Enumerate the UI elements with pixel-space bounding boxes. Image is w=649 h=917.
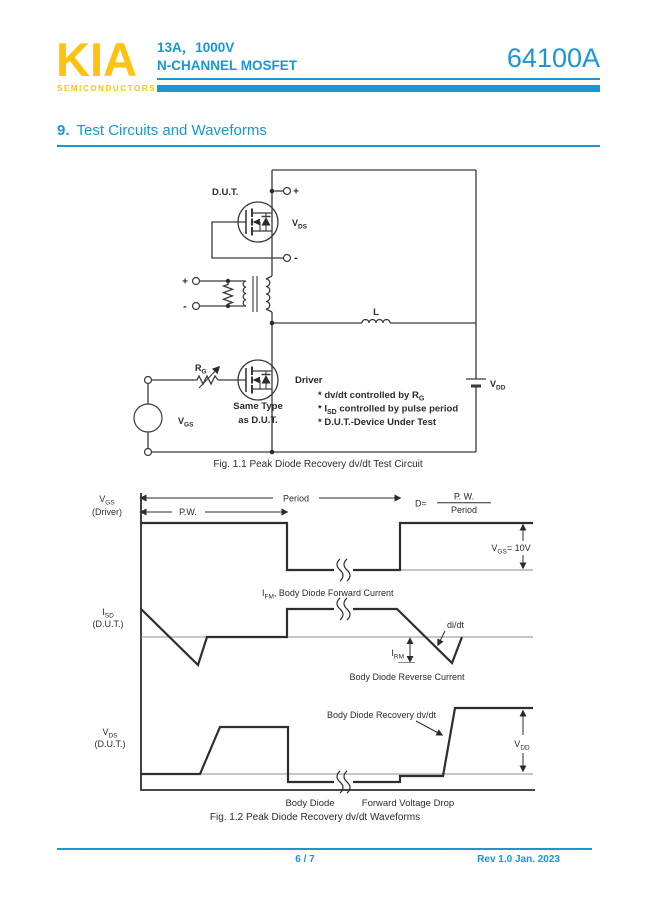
transformer: [200, 276, 273, 312]
circuit-note-2: * $I_{SD}$ controlled by pulse period: [318, 403, 459, 416]
vgs-axis-label-line2: (Driver): [92, 507, 122, 517]
part-number: 64100A: [506, 43, 600, 73]
plus-terminal-label: +: [293, 186, 299, 198]
vdd-label: $V_{DD}$: [490, 379, 506, 392]
duty-numerator: P. W.: [453, 491, 475, 502]
duty-denominator: Period: [450, 505, 478, 515]
minus-terminal-label: -: [294, 252, 298, 264]
irm-label: $I_{RM}$: [391, 648, 404, 661]
vds-label: $V_{DS}$: [292, 218, 308, 231]
vdd-value-label: $V_{DD}$: [514, 739, 530, 752]
footer-rule: [57, 848, 592, 850]
fig2-caption: Fig. 1.2 Peak Diode Recovery dv/dt Waveforms: [209, 812, 421, 823]
didt-label: di/dt: [447, 620, 465, 630]
kia-logo: KIA: [56, 33, 137, 86]
vgs-source: [134, 404, 162, 432]
isd-axis-label: $I_{SD}$: [102, 607, 114, 620]
inductor-label: L: [373, 307, 379, 318]
device-spec-line2: N-CHANNEL MOSFET: [157, 58, 297, 73]
recovery-pointer-arrow: [416, 721, 442, 735]
duty-equation: D=: [415, 498, 427, 509]
footer-page-number: 6 / 7: [295, 854, 315, 865]
pw-label: P.W.: [179, 507, 197, 517]
isd-axis-label-line2: (D.U.T.): [92, 619, 124, 629]
inductor: [272, 320, 476, 324]
vds-axis-label-line2: (D.U.T.): [94, 739, 126, 749]
same-type-line2: as D.U.T.: [238, 415, 278, 426]
circuit-note-1: * dv/dt controlled by $R_G$: [318, 390, 425, 403]
device-spec: [157, 39, 297, 75]
section-title: Test Circuits and Waveforms: [76, 122, 267, 139]
period-label: Period: [282, 493, 310, 504]
recovery-label: Body Diode Recovery dv/dt: [327, 710, 437, 720]
fwd-drop-label: Forward Voltage Drop: [361, 798, 455, 809]
rg-label: $R_G$: [195, 363, 207, 376]
vdd-battery: [466, 379, 486, 386]
dut-label: D.U.T.: [212, 187, 239, 198]
circuit-note-3: * D.U.T.-Device Under Test: [318, 417, 437, 428]
xfmr-minus-label: -: [183, 300, 187, 313]
vgs-value-label: $V_{GS}= 10V$: [491, 543, 531, 556]
driver-body-diode: [262, 371, 271, 389]
footer-revision: Rev 1.0 Jan. 2023: [477, 854, 560, 865]
test-circuit-figure: [100, 160, 620, 480]
vgs-axis-label: $V_{GS}$: [99, 494, 115, 507]
ifm-label: $I_{FM}$, Body Diode Forward Current: [262, 588, 394, 601]
rg-resistor: [195, 376, 220, 384]
primary-resistor: [224, 281, 233, 306]
waveform-axis: [141, 493, 535, 790]
reference-lines: [141, 570, 533, 774]
same-type-line1: Same Type: [233, 401, 283, 412]
section-underline: [57, 145, 600, 147]
vgs-label: $V_{GS}$: [178, 416, 194, 429]
measurement-arrows: [141, 498, 523, 771]
device-spec-line1: 13A，1000V: [157, 40, 235, 55]
section-heading: [57, 122, 267, 139]
section-number: 9.: [57, 122, 70, 139]
vds-axis-label: $V_{DS}$: [102, 727, 118, 740]
fig1-caption: Fig. 1.1 Peak Diode Recovery dv/dt Test Circuit: [213, 459, 423, 470]
header-rule-thick: [157, 85, 600, 92]
dut-body-diode: [262, 213, 271, 231]
header-rule-thin: [157, 78, 600, 80]
kia-logo-subtext: SEMICONDUCTORS: [57, 84, 157, 93]
reverse-current-label: Body Diode Reverse Current: [349, 672, 465, 682]
waveforms-figure: [85, 485, 545, 845]
xfmr-plus-label: +: [182, 276, 188, 288]
didt-pointer-arrow: [438, 631, 445, 645]
driver-label: Driver: [295, 375, 323, 386]
body-diode-label: Body Diode: [285, 798, 335, 809]
